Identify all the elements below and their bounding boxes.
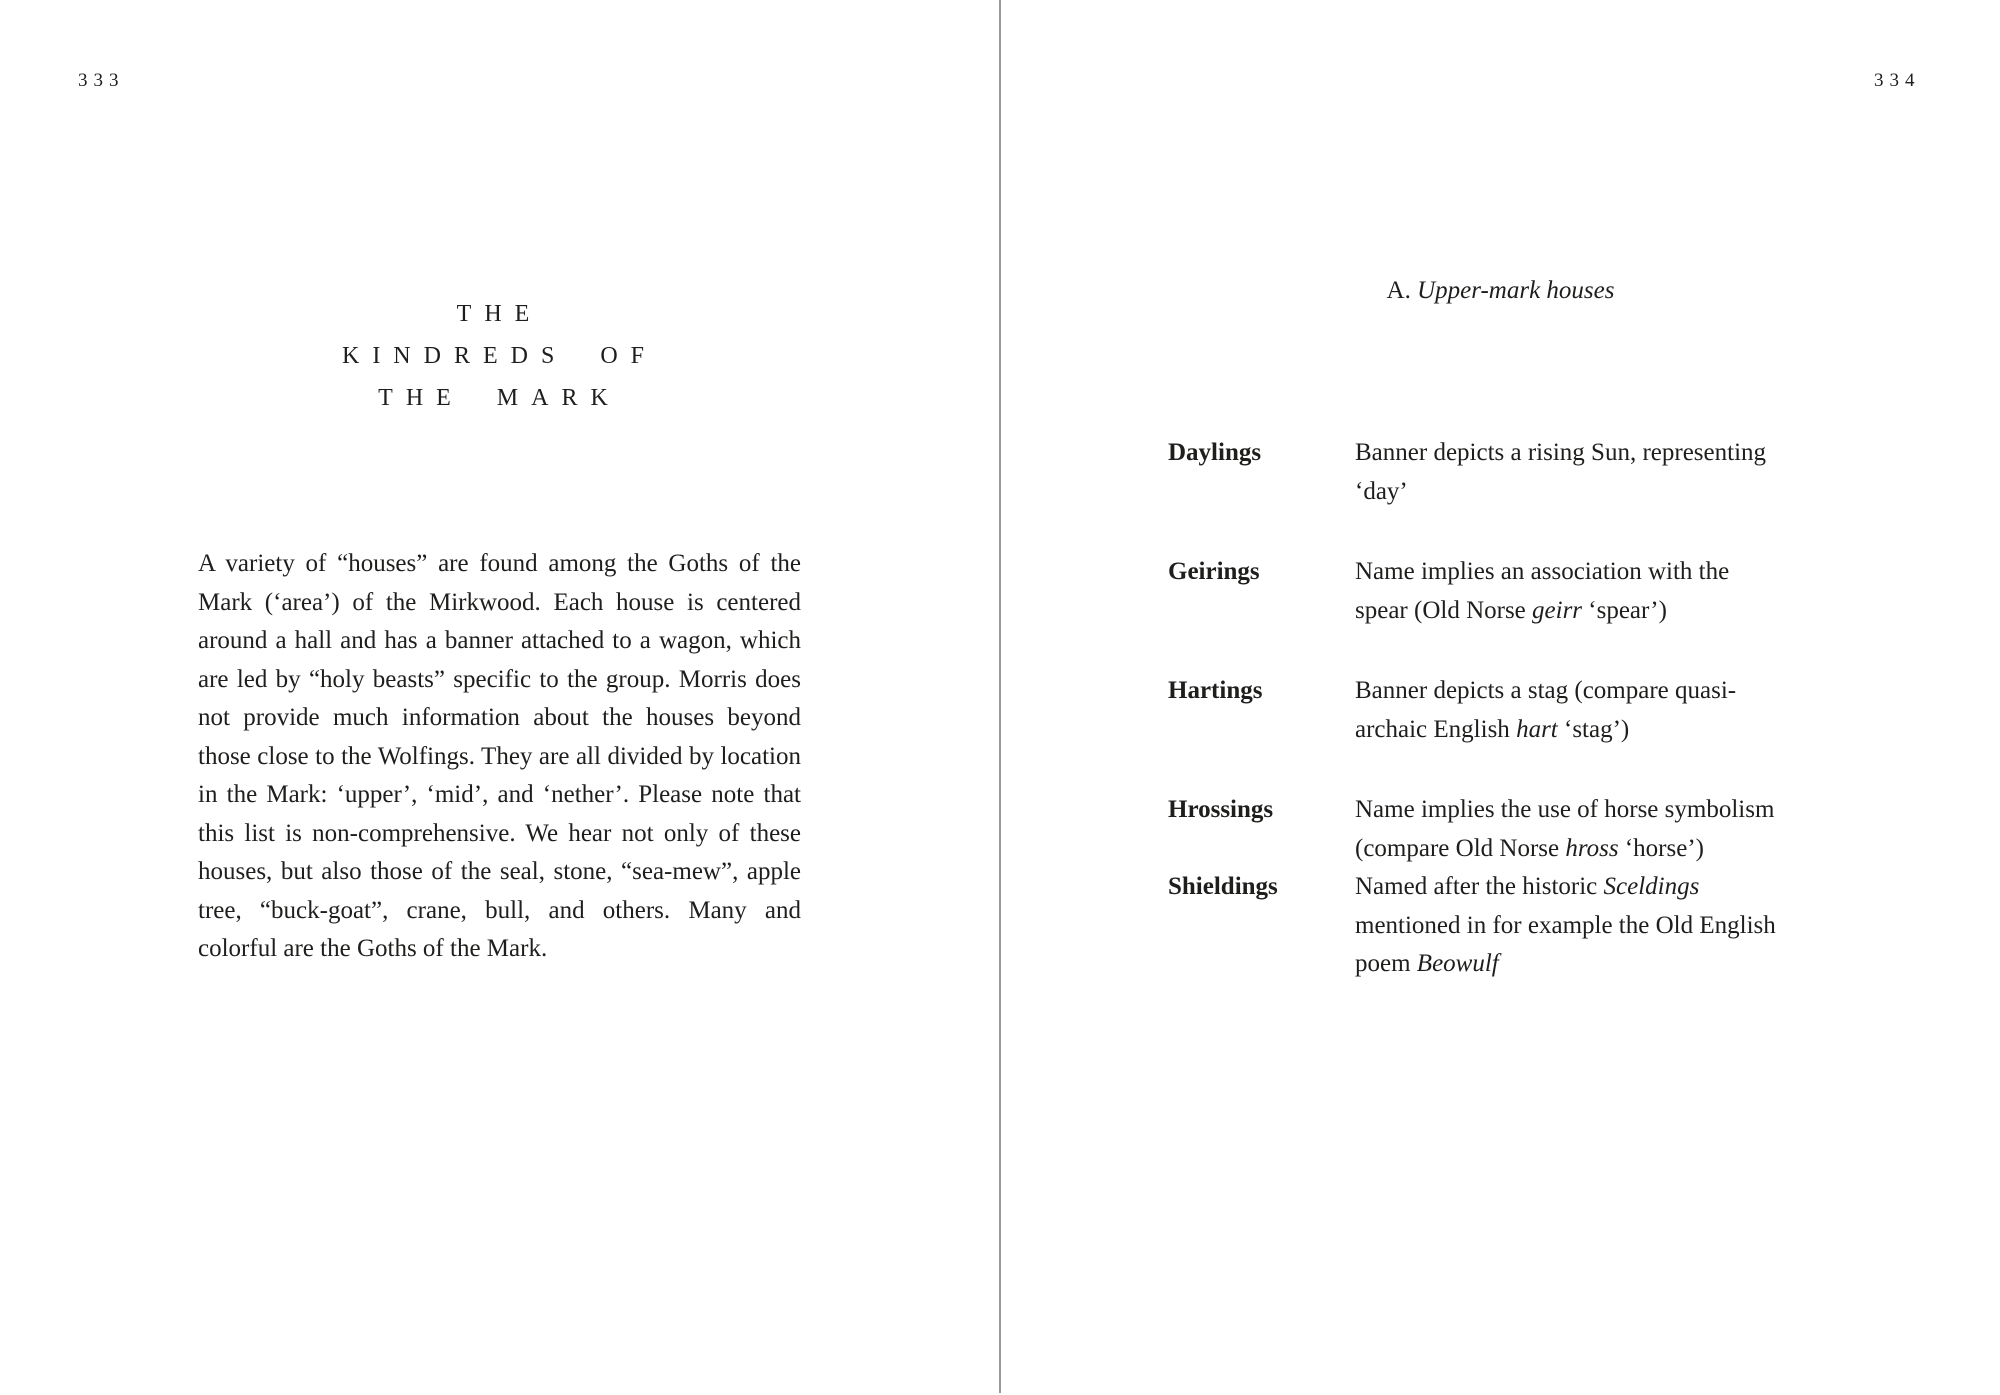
house-entry (1168, 791, 1783, 868)
house-description: Banner depicts a rising Sun, representing ‘day’ (1355, 439, 1767, 505)
house-entry (1168, 672, 1783, 749)
house-description: Name implies the use of horse symbolism (compare Old Norse hross ‘horse’) (1355, 796, 1775, 862)
house-list (1168, 434, 1783, 1026)
chapter-title (198, 293, 801, 419)
house-name: Hrossings (1168, 796, 1274, 823)
house-description: Name implies an association with the spear (Old Norse geirr ‘spear’) (1355, 558, 1730, 624)
page-gutter-divider (999, 0, 1001, 1393)
page-number-right: 334 (1874, 70, 1921, 91)
house-entry (1168, 434, 1783, 511)
page-number-left: 333 (78, 70, 125, 91)
chapter-intro-paragraph: A variety of “houses” are found among the Goths of the Mark (‘area’) of the Mirkwood. Each house is centered around a hall and has a banner attached to a wagon, which are led by “holy beasts” specific to the group. Morris does not provide much information about the houses beyond those close to the Wolfings. They are all divided by location in the Mark: ‘upper’, ‘mid’, and ‘nether’. Please note that this list is non-comprehensive. We hear not only of these houses, but also those of the seal, stone, “sea-mew”, apple tree, “buck-goat”, crane, bull, and others. Many and colorful are the Goths of the Mark. (198, 550, 801, 962)
house-entry (1168, 868, 1783, 984)
house-entry (1168, 553, 1783, 630)
chapter-title-line-1: THE (456, 301, 543, 327)
chapter-title-line-3: THE MARK (378, 385, 621, 411)
house-name: Daylings (1168, 439, 1262, 466)
section-heading (1001, 272, 2000, 310)
section-heading-label: A. (1386, 277, 1411, 304)
chapter-title-line-2: KINDREDS OF (341, 343, 657, 369)
section-heading-title: Upper-mark houses (1417, 277, 1615, 304)
house-name: Hartings (1168, 677, 1263, 704)
house-name: Shieldings (1168, 873, 1278, 900)
house-name: Geirings (1168, 558, 1260, 585)
house-description: Banner depicts a stag (compare quasi-archaic English hart ‘stag’) (1355, 677, 1737, 743)
house-description: Named after the historic Sceldings mentioned in for example the Old English poem Beowulf (1355, 873, 1776, 977)
